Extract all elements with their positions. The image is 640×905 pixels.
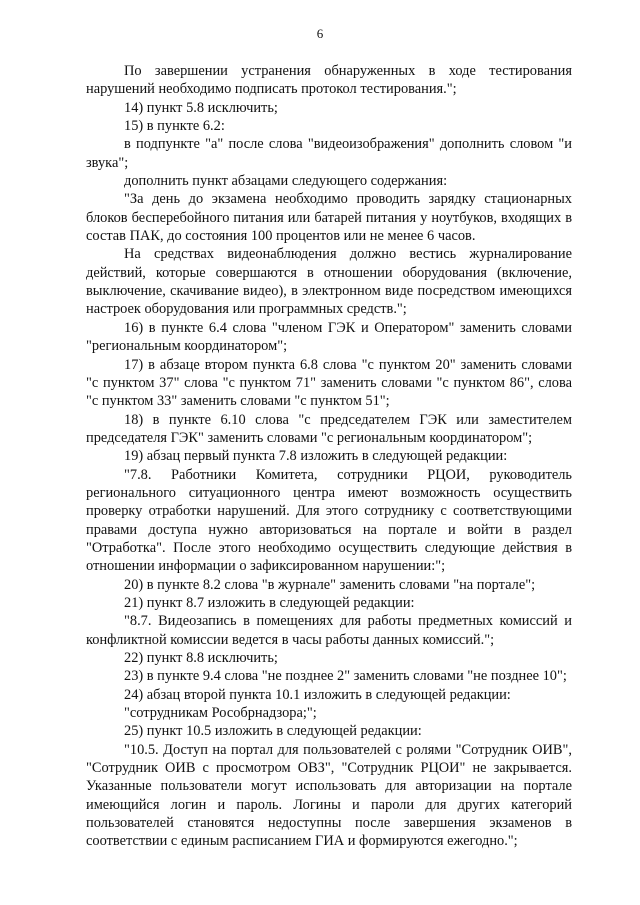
paragraph-8: 17) в абзаце втором пункта 6.8 слова "с пунктом 20" заменить словами "с пунктом 37" слова "с пунктом 71" заменить словами "с пунктом 86", слова "с пунктом 33" заменить словами "с пунктом 51"; <box>86 356 572 410</box>
paragraph-11: "7.8. Работники Комитета, сотрудники РЦОИ, руководитель регионального ситуационного центра имеют возможность осуществить проверку отработки нарушений. Для этого сотруднику с соответствующими правами доступа нужно авторизоваться на портале и войти в раздел "Отработка". После этого необходимо осуществить следующие действия в отношении информации о зафиксированном нарушении:"; <box>86 466 572 575</box>
paragraph-18: "сотрудникам Рособрнадзора;"; <box>124 705 317 722</box>
paragraph-12: 20) в пункте 8.2 слова "в журнале" заменить словами "на портале"; <box>124 576 536 593</box>
paragraph-0: По завершении устранения обнаруженных в ходе тестирования нарушений необходимо подписать протокол тестирования."; <box>86 63 572 98</box>
paragraph-6: На средствах видеонаблюдения должно вестись журналирование действий, которые совершаются в отношении оборудования (включение, выключение, скачивание видео), в электронном виде посредством имеющихся настроек оборудования или программных средств."; <box>86 246 572 318</box>
paragraph-15: 22) пункт 8.8 исключить; <box>124 650 278 666</box>
paragraph-14: "8.7. Видеозапись в помещениях для работы предметных комиссий и конфликтной комиссии ведется в часы работы данных комиссий."; <box>86 613 572 648</box>
document-body <box>86 62 572 851</box>
paragraph-16: 23) в пункте 9.4 слова "не позднее 2" заменить словами "не позднее 10"; <box>124 668 567 685</box>
paragraph-5: "За день до экзамена необходимо проводить зарядку стационарных блоков бесперебойного питания или батарей питания у ноутбуков, входящих в состав ПАК, до состояния 100 процентов или не менее 6 часов. <box>86 191 572 245</box>
paragraph-3: в подпункте "а" после слова "видеоизображения" дополнить словом "и звука"; <box>86 136 572 171</box>
paragraph-13: 21) пункт 8.7 изложить в следующей редакции: <box>124 594 415 611</box>
paragraph-1: 14) пункт 5.8 исключить; <box>124 99 278 116</box>
paragraph-10: 19) абзац первый пункта 7.8 изложить в следующей редакции: <box>124 448 508 465</box>
paragraph-7: 16) в пункте 6.4 слова "членом ГЭК и Оператором" заменить словами "региональным координатором"; <box>86 319 572 355</box>
paragraph-20: "10.5. Доступ на портал для пользователей с ролями "Сотрудник ОИВ", "Сотрудник ОИВ с просмотром ОВЗ", "Сотрудник РЦОИ" не закрывается. Указанные пользователи могут использовать для авторизации на портале имеющийся логин и пароль. Логины и пароли для других категорий пользователей становятся недоступны после завершения экзаменов в соответствии с единым расписанием ГИА и формируются ежегодно."; <box>86 741 572 850</box>
paragraph-2: 15) в пункте 6.2: <box>124 118 225 135</box>
paragraph-17: 24) абзац второй пункта 10.1 изложить в следующей редакции: <box>124 686 511 703</box>
paragraph-9: 18) в пункте 6.10 слова "с председателем ГЭК или заместителем председателя ГЭК" заменить словами "с региональным координатором"; <box>86 411 572 446</box>
page-number: 6 <box>316 26 324 41</box>
paragraph-4: дополнить пункт абзацами следующего содержания: <box>124 173 448 190</box>
paragraph-19: 25) пункт 10.5 изложить в следующей редакции: <box>124 723 422 740</box>
